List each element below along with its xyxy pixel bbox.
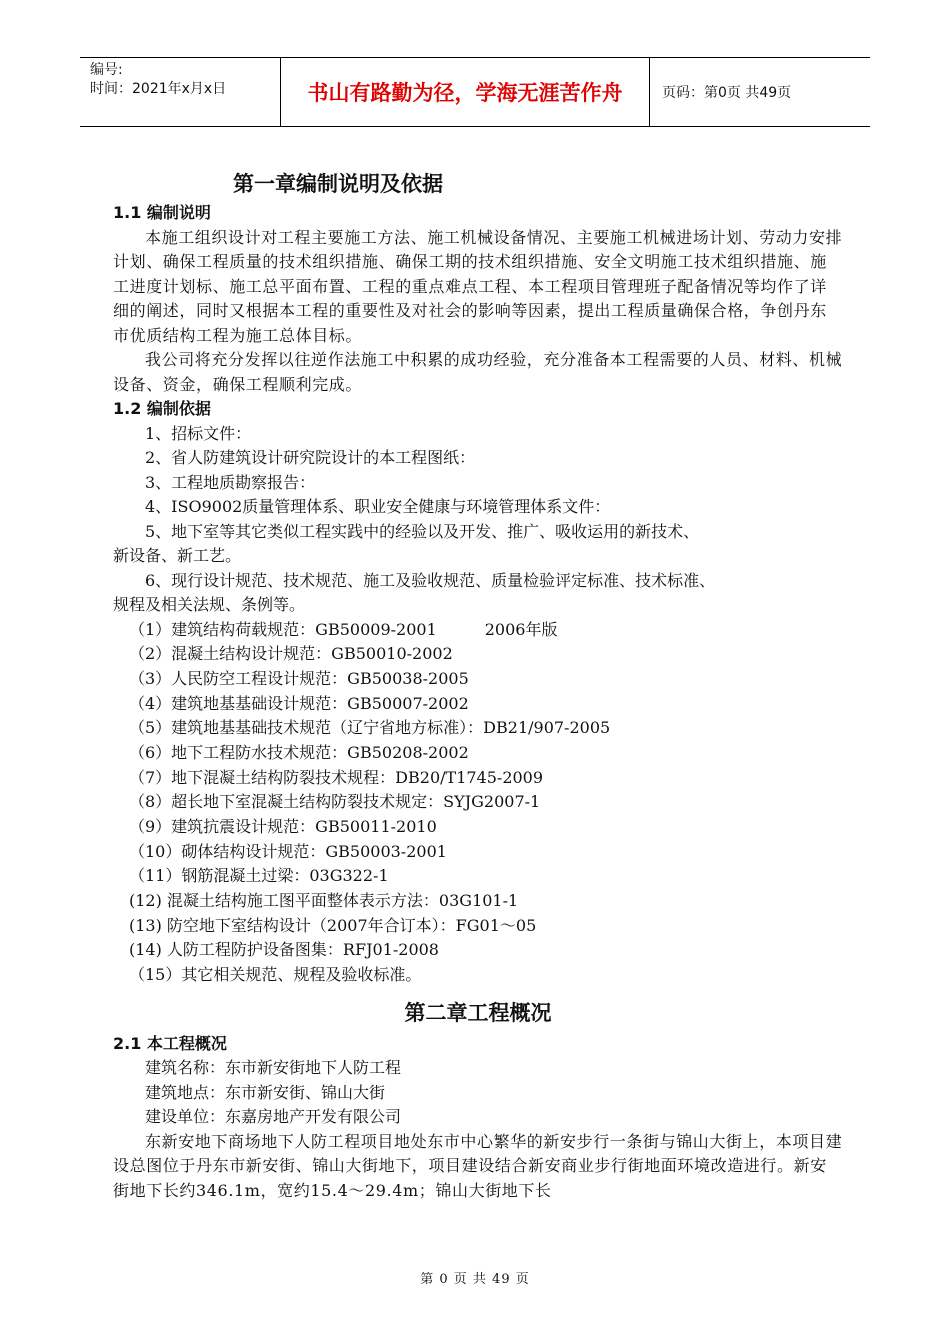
standard-ref: （1）建筑结构荷载规范：GB50009-2001 [129, 619, 437, 639]
section-1-1-paragraph-2: 我公司将充分发挥以往逆作法施工中积累的成功经验，充分准备本工程需要的人员、材料、机械设备、资金，确保工程顺利完成。 [113, 350, 843, 394]
section-1-2-heading: 1.2 编制依据 [113, 399, 211, 418]
header-number-label: 编号: [90, 62, 123, 78]
project-overview-paragraph: 东新安地下商场地下人防工程项目地处东市中心繁华的新安步行一条街与锦山大街上，本项目建设总图位于丹东市新安街、锦山大街地下，项目建设结合新安商业步行街地面环境改造进行。新安街地下长约346.1m，宽约15.4～29.4m；锦山大街地下长 [113, 1131, 843, 1200]
basis-item: 3、工程地质勘察报告： [145, 472, 316, 492]
standard-ref: (13) 防空地下室结构设计（2007年合订本）：FG01～05 [129, 915, 537, 935]
section-1-1-paragraph-1: 本施工组织设计对工程主要施工方法、施工机械设备情况、主要施工机械进场计划、劳动力安排计划、确保工程质量的技术组织措施、确保工期的技术组织措施、安全文明施工技术组织措施、施工进度计划标、施工总平面布置、工程的重点难点工程、本工程项目管理班子配备情况等均作了详细的阐述，同时又根据本工程的重要性及对社会的影响等因素，提出工程质量确保合格，争创丹东市优质结构工程为施工总体目标。 [113, 227, 843, 345]
basis-item: 5、地下室等其它类似工程实践中的经验以及开发、推广、吸收运用的新技术、 [145, 521, 700, 541]
standard-ref: （7）地下混凝土结构防裂技术规程：DB20/T1745-2009 [129, 767, 544, 787]
standard-ref: （9）建筑抗震设计规范：GB50011-2010 [129, 817, 437, 836]
document-body [113, 167, 843, 1203]
header-motto: 书山有路勤为径，学海无涯苦作舟 [280, 58, 650, 126]
page-footer: 第 0 页 共 49 页 [420, 1272, 530, 1287]
building-name: 建筑名称：东市新安街地下人防工程 [145, 1058, 402, 1078]
standard-ref: （2）混凝土结构设计规范：GB50010-2002 [129, 644, 453, 664]
header-time-label: 时间：2021年x月x日 [90, 81, 227, 97]
section-1-1-heading: 1.1 编制说明 [113, 203, 211, 222]
standard-ref: （15）其它相关规范、规程及验收标准。 [129, 965, 422, 985]
basis-item: 6、现行设计规范、技术规范、施工及验收规范、质量检验评定标准、技术标准、 [145, 570, 716, 590]
chapter1-title: 第一章编制说明及依据 [233, 172, 443, 196]
section-2-1-heading: 2.1 本工程概况 [113, 1033, 227, 1053]
basis-item: 2、省人防建筑设计研究院设计的本工程图纸： [145, 448, 476, 467]
standard-ref-row [113, 618, 843, 643]
header-page-code: 页码：第0页 共49页 [662, 85, 792, 101]
standard-ref: (12) 混凝土结构施工图平面整体表示方法：03G101-1 [129, 891, 519, 911]
standard-ref: （11）钢筋混凝土过梁：03G322-1 [129, 866, 389, 886]
chapter2-title: 第二章工程概况 [404, 1000, 552, 1025]
standard-ref: （6）地下工程防水技术规范：GB50208-2002 [129, 742, 469, 762]
basis-item: 1、招标文件： [145, 423, 252, 443]
page-header [80, 57, 870, 127]
basis-item-continuation: 新设备、新工艺。 [113, 546, 242, 565]
standard-ref: （10）砌体结构设计规范：GB50003-2001 [129, 841, 447, 861]
standard-ref: （4）建筑地基基础设计规范：GB50007-2002 [129, 693, 469, 713]
standard-ref: （8）超长地下室混凝土结构防裂技术规定：SYJG2007-1 [129, 792, 541, 812]
standard-ref: (14) 人防工程防护设备图集：RFJ01-2008 [129, 940, 439, 960]
standard-ref-version: 2006年版 [484, 619, 558, 639]
standard-ref: （5）建筑地基基础技术规范（辽宁省地方标准）：DB21/907-2005 [129, 718, 611, 738]
basis-item: 4、ISO9002质量管理体系、职业安全健康与环境管理体系文件： [145, 497, 611, 516]
header-meta [80, 58, 280, 126]
building-owner: 建设单位：东嘉房地产开发有限公司 [145, 1107, 402, 1127]
standard-ref: （3）人民防空工程设计规范：GB50038-2005 [129, 668, 469, 688]
building-location: 建筑地点：东市新安街、锦山大街 [145, 1082, 386, 1102]
basis-item-continuation: 规程及相关法规、条例等。 [113, 595, 306, 614]
